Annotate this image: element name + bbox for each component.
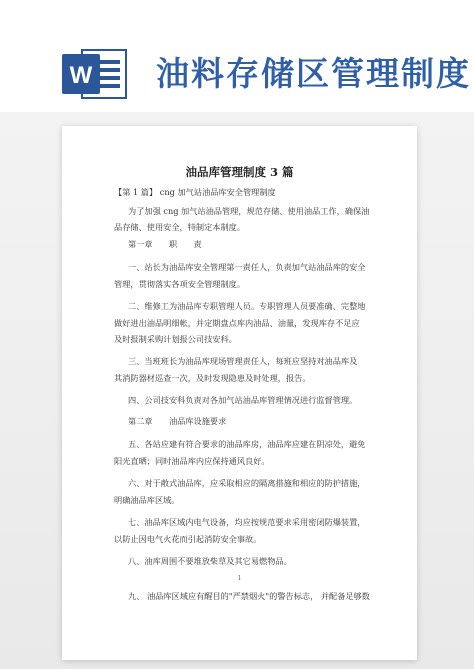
paragraph-line: 以防止因电气火花而引起消防安全事故。 (114, 534, 262, 544)
paragraph-line: 管理，贯彻落实各项安全管理制度。 (114, 279, 246, 289)
paragraph-line: 六、对于敞式油品库，应采取相应的隔离措施和相应的防护措施， (128, 478, 366, 488)
document-page (62, 126, 417, 660)
banner (0, 0, 474, 120)
document-title: 油品库管理制度 3 篇 (185, 165, 294, 179)
paragraph-line: 做好进出油品明细帐，并定期盘点库内油品、油量，发现库存不足应 (114, 318, 360, 328)
paragraph-line: 其消防器材巡查一次，及时发现隐患及时处理，报告。 (114, 373, 311, 383)
section-heading-1: 【第 1 篇】 cng 加气站油品库安全管理制度 (114, 187, 276, 197)
page-number: 1 (237, 575, 242, 582)
paragraph-line: 五、各站应建有符合要求的油品库房，油品库应建在阴凉处，避免 (128, 439, 366, 449)
paragraph-line: 八、油库周围不要堆放柴草及其它易燃物品。 (128, 556, 292, 566)
word-document-icon (60, 46, 130, 102)
paragraph-line: 品存储、使用安全，特制定本制度。 (114, 222, 246, 232)
chapter-heading-2: 第二章 油品库设施要求 (128, 416, 227, 426)
banner-title: 油料存储区管理制度 (156, 54, 471, 93)
paragraph-line: 三、当班班长为油品库现场管理责任人，每班应坚持对油品库及 (128, 356, 358, 366)
paragraph-line: 七、油品库区域内电气设备，均应按规范要求采用密闭防爆装置， (128, 517, 366, 527)
paragraph-line: 明确油品库区域。 (114, 495, 180, 505)
paragraph-line: 二、维修工为油品库专职管理人员。专职管理人员要准确、完整地 (128, 301, 366, 311)
paragraph-line: 四、公司技安科负责对各加气站油品库管理情况进行监督管理。 (128, 395, 358, 405)
paragraph-line: 一、站长为油品库安全管理第一责任人，负责加气站油品库的安全 (128, 262, 366, 272)
paragraph-line: 阳光直晒；同时油品库内应保持通风良好。 (114, 456, 270, 466)
chapter-heading-1: 第一章 职 责 (128, 239, 202, 249)
paragraph-line: 为了加强 cng 加气站油品管理，规范存储、使用油品工作，确保油 (128, 206, 370, 216)
paragraph-line: 九、 油品库区域应有醒目的"严禁烟火"的警告标志， 并配备足够数 (128, 591, 370, 601)
word-icon-letter: W (69, 62, 93, 89)
paragraph-line: 及时报制采购计划报公司技安科。 (114, 334, 237, 344)
